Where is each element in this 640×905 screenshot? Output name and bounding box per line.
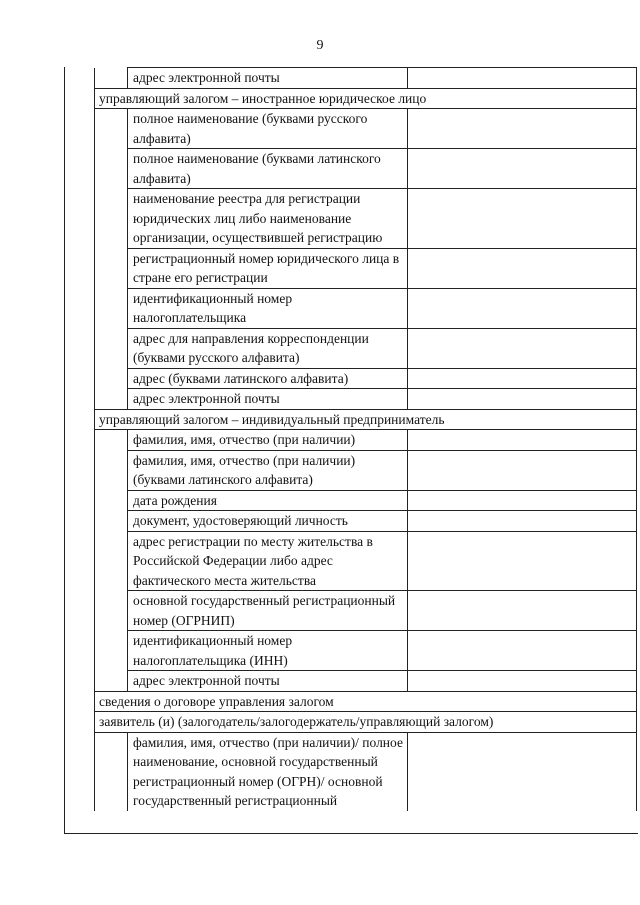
indent-cell bbox=[95, 368, 128, 389]
field-label: фамилия, имя, отчество (при наличии) bbox=[128, 430, 408, 451]
field-row bbox=[95, 328, 637, 368]
bottom-border-line bbox=[64, 833, 638, 834]
field-label: адрес регистрации по месту жительства в Российской Федерации либо адрес фактического места жительства bbox=[128, 531, 408, 591]
field-label: регистрационный номер юридического лица в стране его регистрации bbox=[128, 248, 408, 288]
indent-cell bbox=[95, 288, 128, 328]
field-value-cell[interactable] bbox=[408, 288, 637, 328]
section-title: сведения о договоре управления залогом bbox=[95, 691, 637, 712]
field-label: фамилия, имя, отчество (при наличии) (буквами латинского алфавита) bbox=[128, 450, 408, 490]
indent-cell bbox=[95, 732, 128, 811]
field-row bbox=[95, 490, 637, 511]
application-form-table bbox=[94, 67, 637, 811]
field-value-cell[interactable] bbox=[408, 490, 637, 511]
field-label: адрес для направления корреспонденции (буквами русского алфавита) bbox=[128, 328, 408, 368]
page-number: 9 bbox=[316, 38, 324, 53]
indent-cell bbox=[95, 189, 128, 249]
field-value-cell[interactable] bbox=[408, 189, 637, 249]
field-value-cell[interactable] bbox=[408, 430, 637, 451]
field-label: полное наименование (буквами латинского алфавита) bbox=[128, 149, 408, 189]
field-label: наименование реестра для регистрации юридических лиц либо наименование организации, осуществившей регистрацию bbox=[128, 189, 408, 249]
field-value-cell[interactable] bbox=[408, 149, 637, 189]
field-value-cell[interactable] bbox=[408, 591, 637, 631]
field-row bbox=[95, 288, 637, 328]
field-row bbox=[95, 531, 637, 591]
indent-cell bbox=[95, 591, 128, 631]
section-title: заявитель (и) (залогодатель/залогодержатель/управляющий залогом) bbox=[95, 712, 637, 733]
field-value-cell[interactable] bbox=[408, 389, 637, 410]
field-value-cell[interactable] bbox=[408, 511, 637, 532]
field-label: адрес электронной почты bbox=[128, 671, 408, 692]
field-value-cell[interactable] bbox=[408, 109, 637, 149]
indent-cell bbox=[95, 248, 128, 288]
field-row bbox=[95, 450, 637, 490]
indent-cell bbox=[95, 328, 128, 368]
field-row bbox=[95, 149, 637, 189]
field-label: идентификационный номер налогоплательщика (ИНН) bbox=[128, 631, 408, 671]
section-title: управляющий залогом – иностранное юридическое лицо bbox=[95, 88, 637, 109]
field-row bbox=[95, 368, 637, 389]
field-label: адрес электронной почты bbox=[128, 68, 408, 89]
field-label: дата рождения bbox=[128, 490, 408, 511]
field-label: основной государственный регистрационный номер (ОГРНИП) bbox=[128, 591, 408, 631]
field-row bbox=[95, 189, 637, 249]
indent-cell bbox=[95, 68, 128, 89]
indent-cell bbox=[95, 149, 128, 189]
indent-cell bbox=[95, 671, 128, 692]
indent-cell bbox=[95, 531, 128, 591]
field-label: адрес электронной почты bbox=[128, 389, 408, 410]
field-row bbox=[95, 389, 637, 410]
field-value-cell[interactable] bbox=[408, 368, 637, 389]
indent-cell bbox=[95, 511, 128, 532]
indent-cell bbox=[95, 450, 128, 490]
indent-cell bbox=[95, 490, 128, 511]
indent-cell bbox=[95, 389, 128, 410]
section-title: управляющий залогом – индивидуальный предприниматель bbox=[95, 409, 637, 430]
indent-cell bbox=[95, 631, 128, 671]
field-label: полное наименование (буквами русского алфавита) bbox=[128, 109, 408, 149]
field-label: адрес (буквами латинского алфавита) bbox=[128, 368, 408, 389]
field-value-cell[interactable] bbox=[408, 531, 637, 591]
field-row bbox=[95, 591, 637, 631]
field-label: фамилия, имя, отчество (при наличии)/ полное наименование, основной государственный регистрационный номер (ОГРН)/ основной государственный регистрационный bbox=[128, 732, 408, 811]
field-value-cell[interactable] bbox=[408, 732, 637, 811]
field-value-cell[interactable] bbox=[408, 671, 637, 692]
section-row bbox=[95, 691, 637, 712]
field-value-cell[interactable] bbox=[408, 631, 637, 671]
field-row bbox=[95, 511, 637, 532]
field-row bbox=[95, 631, 637, 671]
field-row bbox=[95, 671, 637, 692]
field-row bbox=[95, 248, 637, 288]
field-value-cell[interactable] bbox=[408, 328, 637, 368]
left-border-line bbox=[64, 67, 65, 834]
field-label: идентификационный номер налогоплательщика bbox=[128, 288, 408, 328]
field-value-cell[interactable] bbox=[408, 450, 637, 490]
field-value-cell[interactable] bbox=[408, 248, 637, 288]
field-row bbox=[95, 732, 637, 811]
indent-cell bbox=[95, 109, 128, 149]
section-row bbox=[95, 409, 637, 430]
section-row bbox=[95, 712, 637, 733]
field-label: документ, удостоверяющий личность bbox=[128, 511, 408, 532]
field-value-cell[interactable] bbox=[408, 68, 637, 89]
field-row bbox=[95, 68, 637, 89]
field-row bbox=[95, 109, 637, 149]
section-row bbox=[95, 88, 637, 109]
indent-cell bbox=[95, 430, 128, 451]
field-row bbox=[95, 430, 637, 451]
